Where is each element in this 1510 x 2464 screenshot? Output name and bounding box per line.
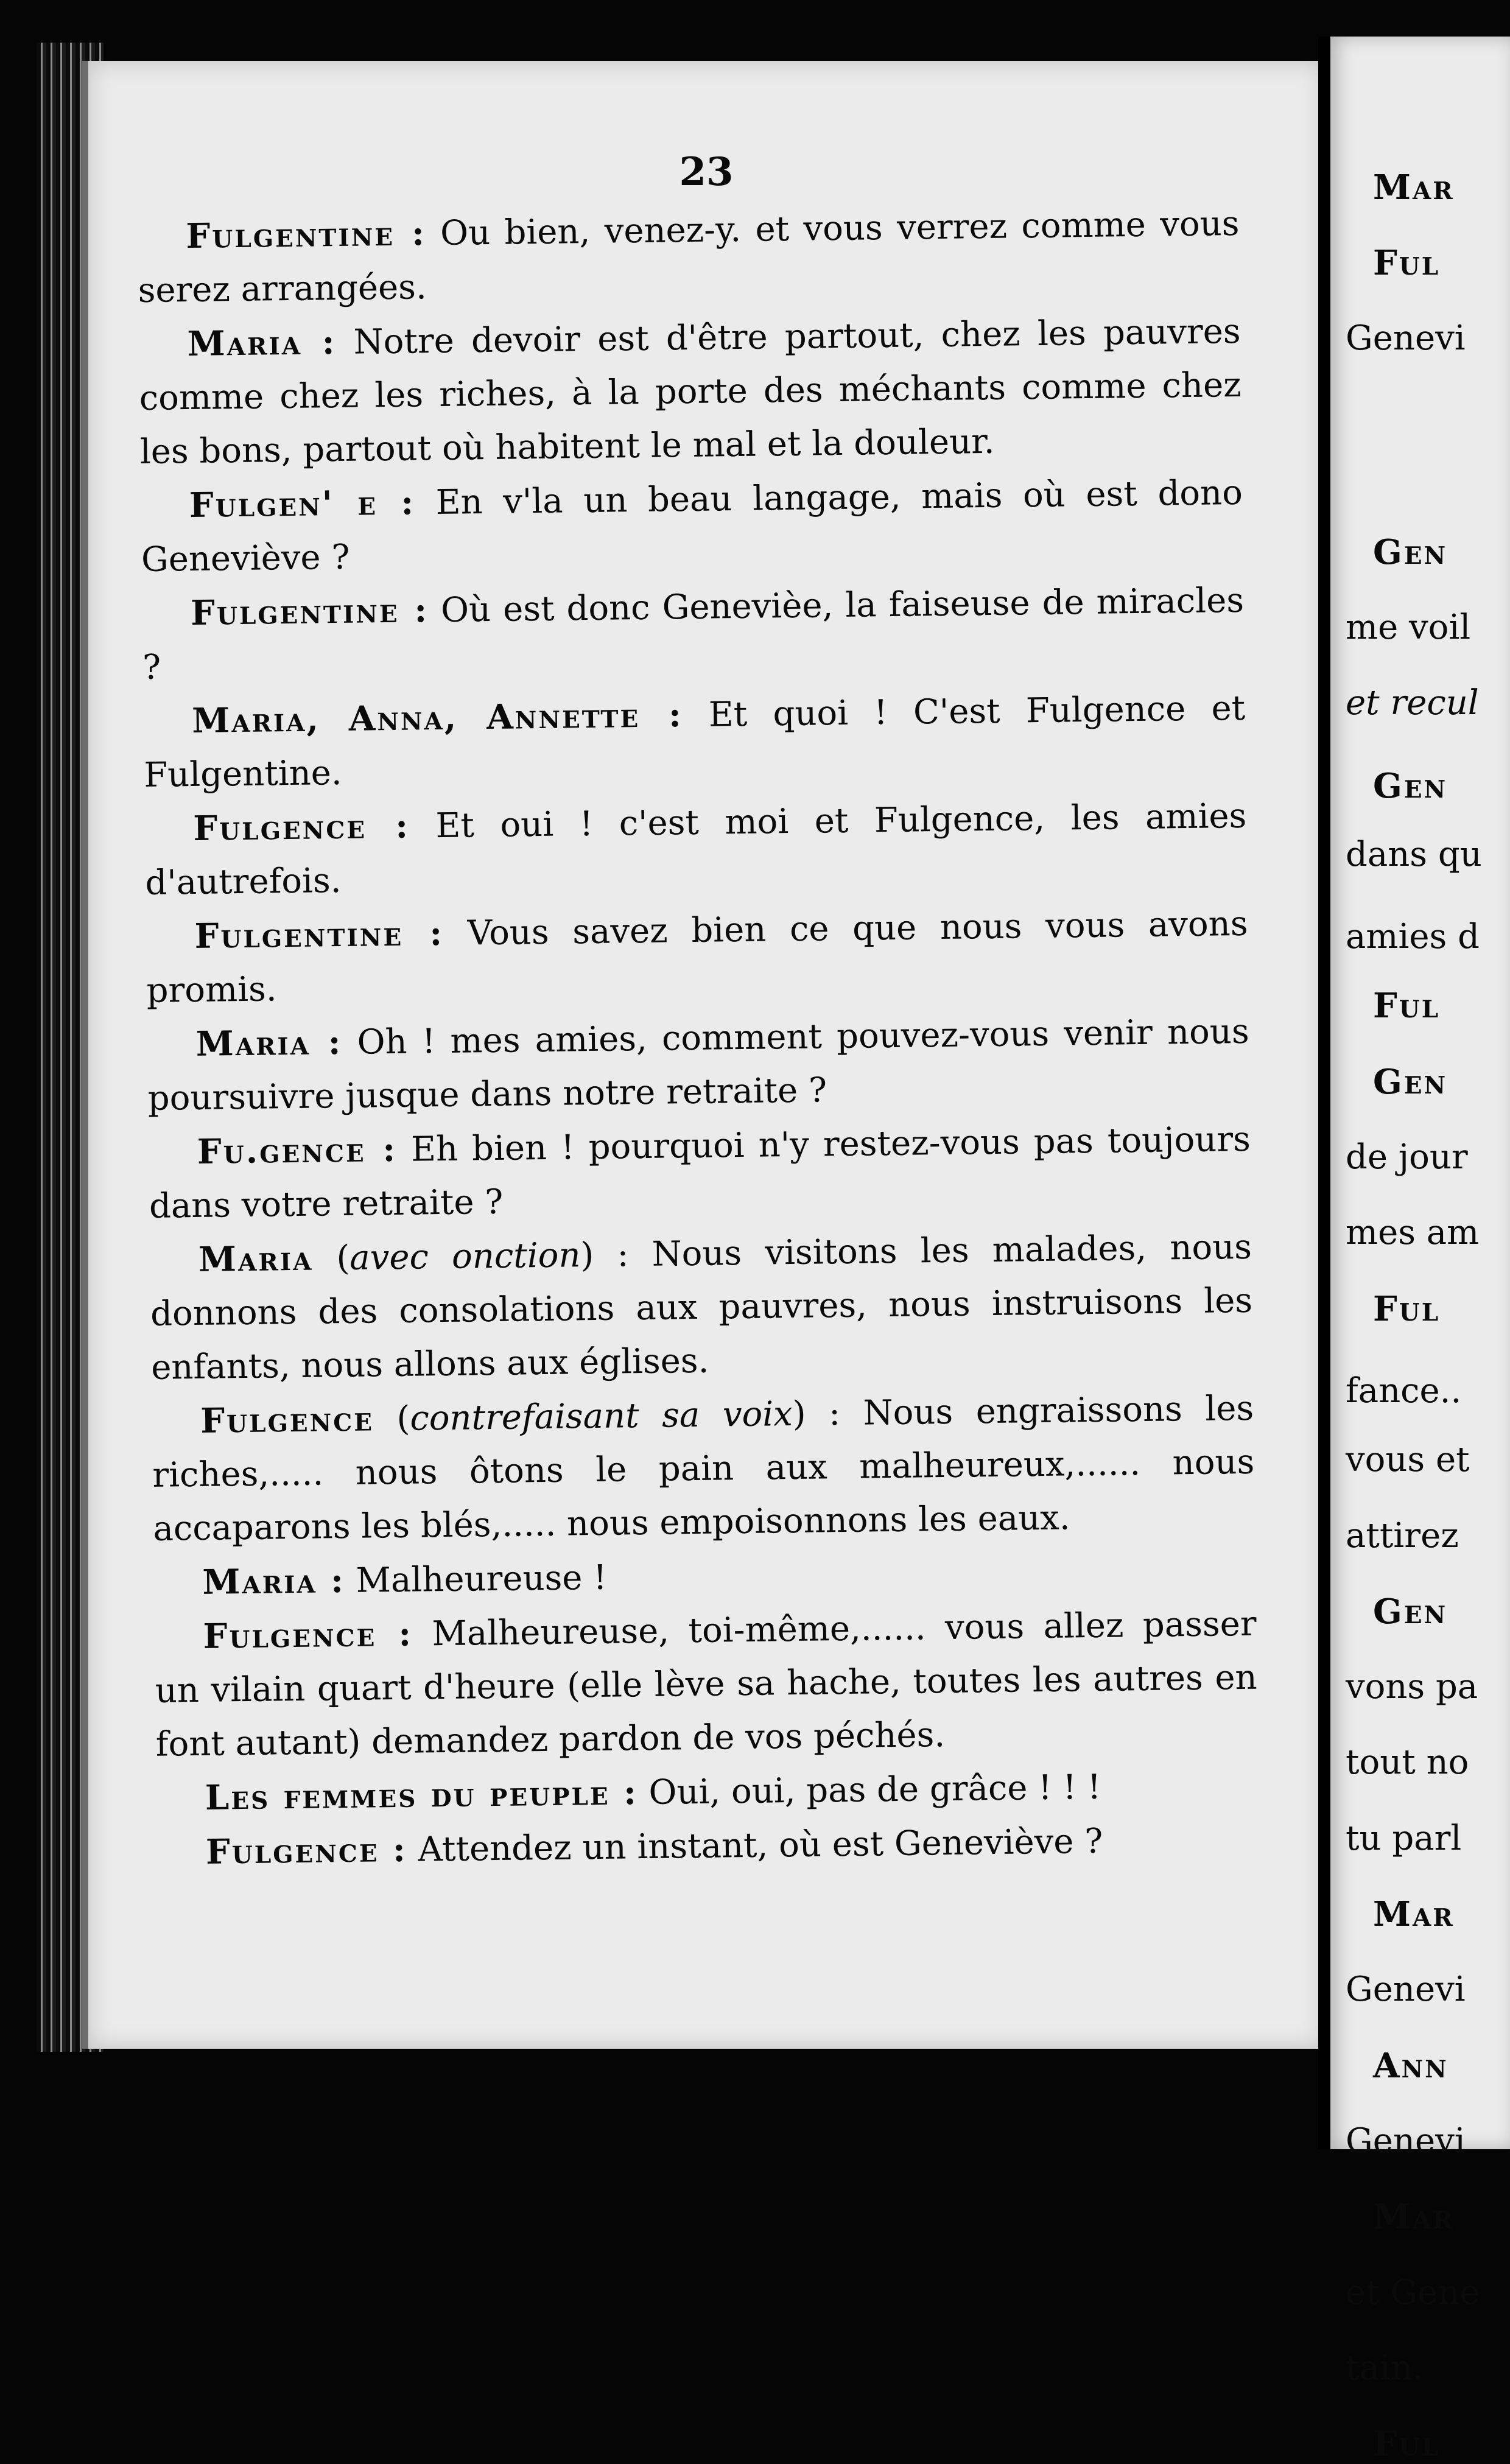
dialogue-paragraph [148,1112,1251,1234]
stage-close: ) [580,1235,594,1276]
dialogue-line: Malheureuse, toi-même,...... vous allez passer un vilain quart d'heure (elle lève sa hache, toutes les autres en font autant) demandez pardon de vos péchés. [155,1604,1257,1764]
dialogue-line: Ou bien, venez-y. et vous verrez comme vous serez arrangées. [138,203,1240,311]
dialogue-text [137,197,1259,1880]
dialogue-line: Eh bien ! pourquoi n'y restez-vous pas toujours dans votre retraite ? [149,1119,1251,1226]
right-page-fragment: Ful [1373,1288,1441,1329]
dialogue-paragraph [146,897,1249,1018]
dialogue-paragraph [140,466,1243,587]
right-page-fragment: et Gene [1346,2272,1480,2312]
dialogue-paragraph [147,1005,1250,1126]
speaker-name: Maria : [187,322,337,365]
stage-direction: avec onction [349,1235,581,1278]
dialogue-line: En v'la un beau langage, mais où est dono Geneviève ? [141,472,1243,580]
speaker-name: Fulgence : [193,806,410,849]
dialogue-line: Vous savez bien ce que nous vous avons promis. [146,904,1248,1011]
dialogue-line: : Nous visitons les malades, nous donnons des consolations aux pauvres, nous instruisons les enfants, nous allons aux églises. [150,1227,1253,1388]
page-number: 23 [679,149,734,195]
speaker-name: Maria : [202,1560,346,1602]
stage-direction: contrefaisant sa voix [409,1394,793,1439]
right-page-fragment: tu parl [1346,1818,1462,1858]
right-page-fragment: Mar [1373,167,1455,208]
right-page-fragment: Ann [1373,2045,1449,2086]
dialogue-paragraph [144,789,1248,910]
right-page-fragment: et recul [1346,683,1479,723]
right-page-fragment: dans qu [1346,834,1482,874]
right-page [1330,37,1510,2464]
right-page-fragment: Mar [1373,2197,1455,2238]
right-page-fragment: tout no [1346,1743,1469,1783]
dialogue-paragraph [143,681,1246,802]
dialogue-line: Oh ! mes amies, comment pouvez-vous venir nous poursuivre jusque dans notre retraite ? [147,1011,1250,1118]
right-page-fragment: Mar [1373,1894,1455,1934]
dialogue-line: Notre devoir est d'être partout, chez les pauvres comme chez les riches, à la porte des méchants comme chez les bons, partout où habitent le mal et la douleur. [139,311,1242,472]
dialogue-paragraph [142,574,1245,695]
speaker-name: Fu.gence : [197,1129,398,1172]
stage-open: ( [312,1238,350,1279]
right-page-fragment: me voil [1346,607,1471,647]
right-page-fragment: Genevi [1346,318,1466,359]
stage-close: ) [792,1394,806,1434]
dialogue-line: Attendez un instant, où est Geneviève ? [407,1821,1103,1870]
dialogue-line: Malheureuse ! [345,1557,608,1601]
dialogue-paragraph [154,1597,1258,1772]
speaker-name: Les femmes du peuple : [205,1772,639,1818]
speaker-name: Fulgence [200,1399,374,1441]
right-page-fragment: Gen [1373,765,1448,806]
right-page-fragment: Gen [1373,532,1448,572]
speaker-name: Maria, Anna, Annette : [191,695,684,741]
stage-open: ( [373,1399,410,1439]
right-page-fragment: tain. [1346,2348,1424,2388]
right-page-fragment: Genevi [1346,1970,1466,2010]
speaker-name: Fulgence : [205,1829,408,1872]
dialogue-paragraph [138,304,1242,479]
right-page-fragment: vons pa [1346,1667,1478,1707]
dialogue-line: Et quoi ! C'est Fulgence et Fulgentine. [143,688,1246,795]
dialogue-line: Oui, oui, pas de grâce ! ! ! [637,1767,1101,1813]
book-gutter [1318,37,1330,2149]
speaker-name: Fulgence : [203,1613,413,1657]
speaker-name: Fulgentine : [190,590,429,633]
speaker-name: Fulgentine : [194,913,444,956]
dialogue-line: Où est donc Genevièe, la faiseuse de miracles ? [142,580,1245,687]
right-page-fragment: Gen [1373,1061,1448,1102]
dialogue-line: : Nous engraissons les riches,..... nous ôtons le pain aux malheureux,...... nous accaparons les blés,..... nous empoisonnons les eaux. [152,1388,1255,1549]
right-page-fragment: amies d [1346,917,1480,957]
right-page-fragment: de jour [1346,1137,1468,1177]
dialogue-line: Et oui ! c'est moi et Fulgence, les amies d'autrefois. [145,796,1247,903]
right-page-fragment: Genevi [1346,2121,1466,2161]
dialogue-paragraph [152,1381,1255,1556]
right-page-fragment: attirez [1346,1515,1459,1556]
right-page-fragment: vous et [1346,1440,1470,1480]
right-page-fragment: Gen [1373,1591,1448,1632]
right-page-fragment: Ful [1373,2424,1441,2464]
right-page-fragment: mes am [1346,1213,1480,1253]
speaker-name: Fulgentine : [186,213,427,257]
dialogue-paragraph [137,197,1240,318]
dialogue-paragraph [150,1220,1254,1395]
right-page-fragment: Ful [1373,243,1441,283]
right-page-fragment: Ful [1373,986,1441,1027]
speaker-name: Maria : [195,1022,343,1064]
speaker-name: Maria [198,1238,314,1280]
speaker-name: Fulgen' e : [189,482,416,525]
right-page-fragment: fance.. [1346,1371,1462,1411]
